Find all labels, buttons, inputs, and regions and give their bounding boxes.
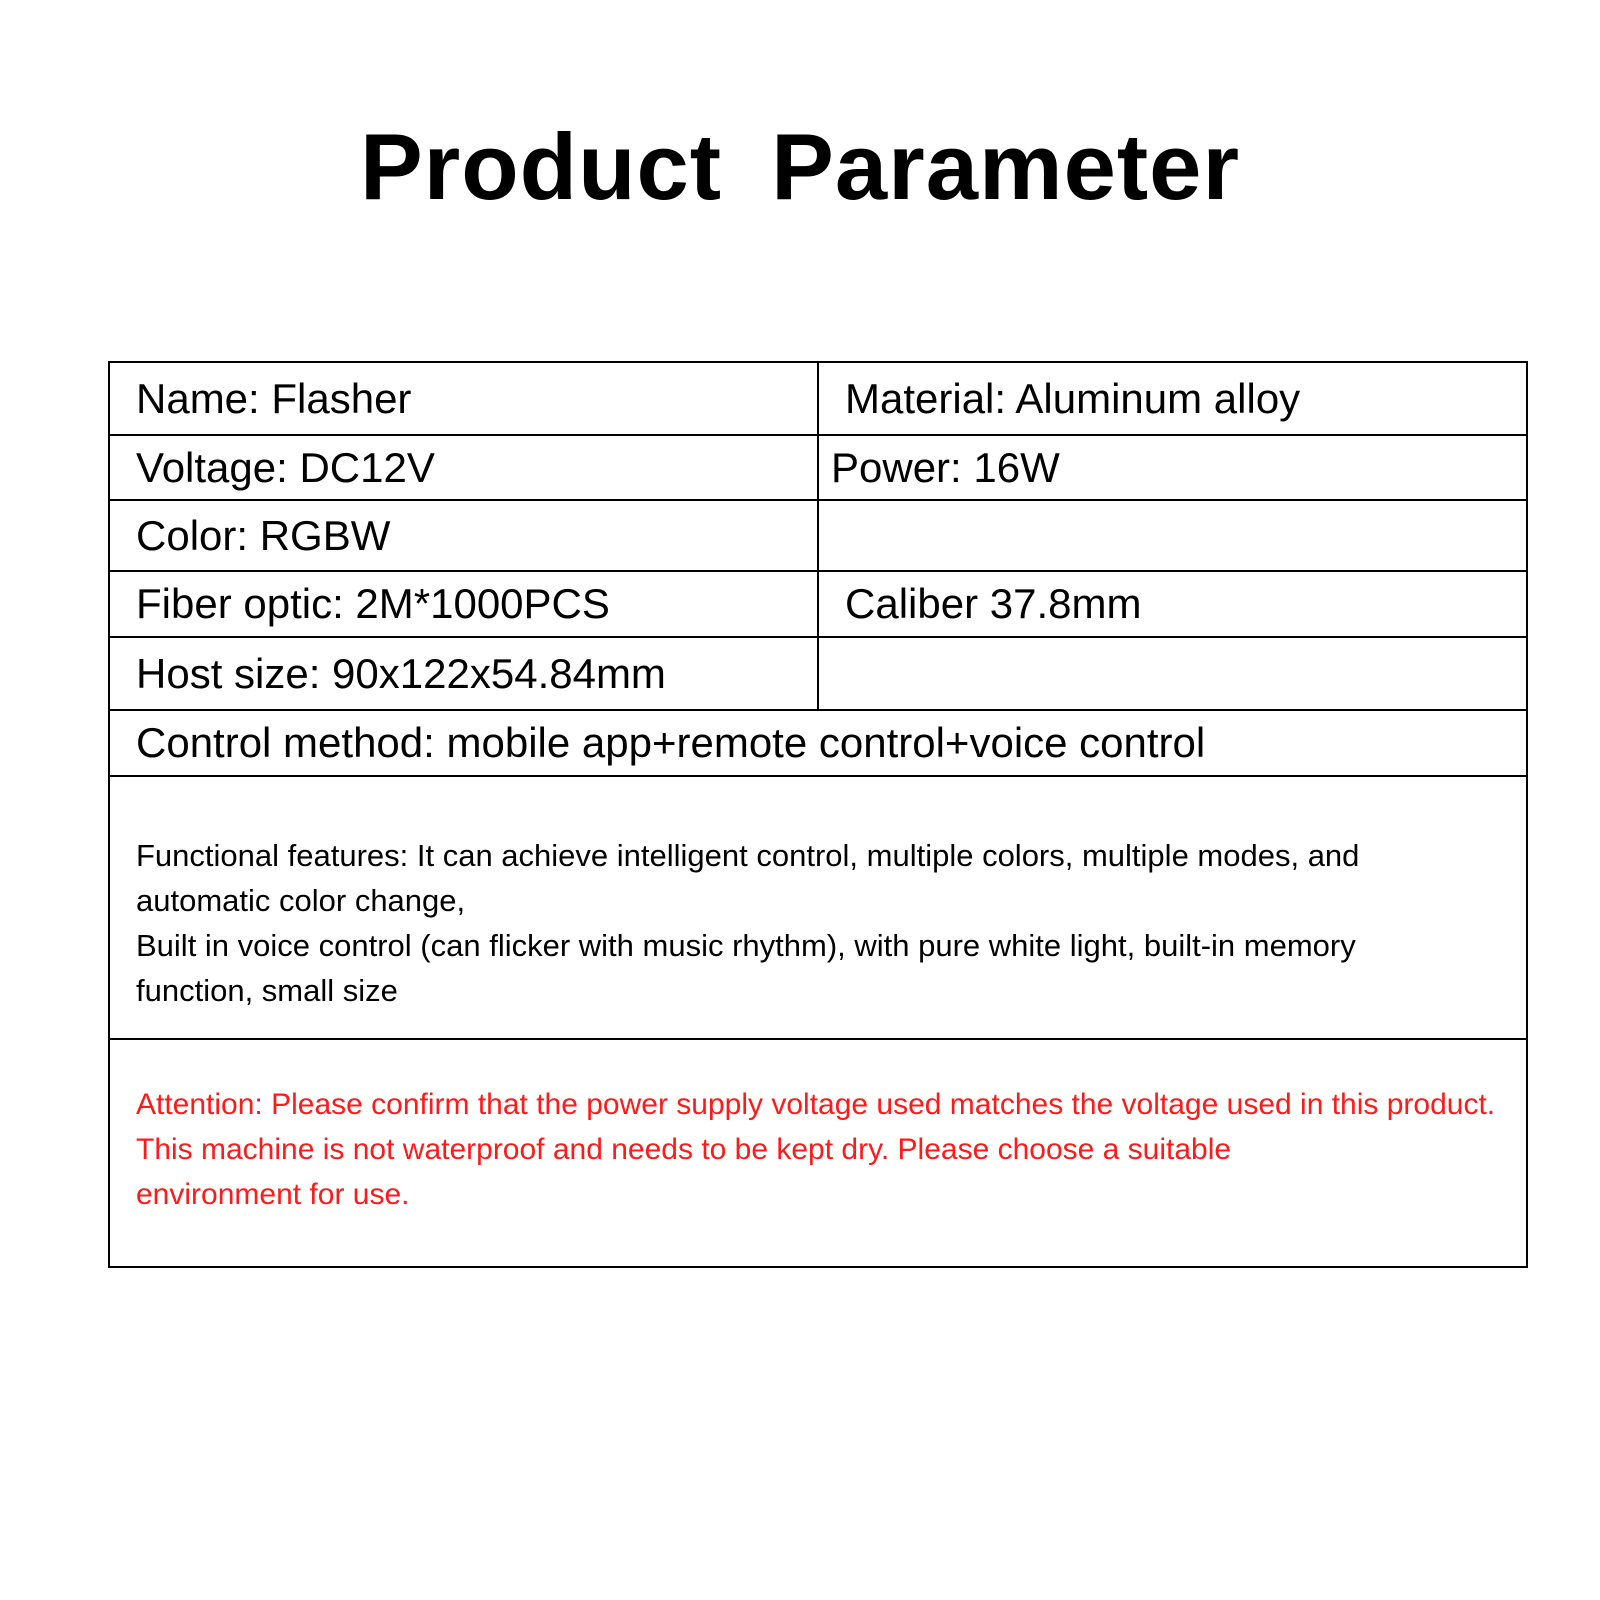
attention-line: This machine is not waterproof and needs to be kept dry. Please choose a suitable bbox=[136, 1133, 1232, 1166]
features-line: Functional features: It can achieve intelligent control, multiple colors, multiple modes, and bbox=[136, 838, 1360, 873]
param-cell-empty-1 bbox=[818, 500, 1527, 571]
param-cell-empty-2 bbox=[818, 637, 1527, 710]
param-caliber: Caliber 37.8mm bbox=[845, 580, 1142, 627]
param-cell-caliber bbox=[818, 571, 1527, 637]
param-material: Material: Aluminum alloy bbox=[845, 374, 1301, 422]
attention-line: environment for use. bbox=[136, 1178, 410, 1211]
table-row bbox=[109, 500, 1527, 571]
table-row bbox=[109, 710, 1527, 776]
param-cell-name bbox=[109, 362, 818, 435]
table-row bbox=[109, 776, 1527, 1039]
param-cell-fiber bbox=[109, 571, 818, 637]
param-fiber: Fiber optic: 2M*1000PCS bbox=[136, 580, 610, 627]
features-text bbox=[110, 777, 1526, 1013]
param-cell-color bbox=[109, 500, 818, 571]
page-title: Product Parameter bbox=[359, 114, 1241, 219]
table-row bbox=[109, 435, 1527, 500]
param-cell-host-size bbox=[109, 637, 818, 710]
features-line: Built in voice control (can flicker with music rhythm), with pure white light, built-in memory bbox=[136, 928, 1356, 963]
param-cell-material bbox=[818, 362, 1527, 435]
param-cell-voltage bbox=[109, 435, 818, 500]
param-host-size: Host size: 90x122x54.84mm bbox=[136, 649, 666, 697]
table-row bbox=[109, 571, 1527, 637]
param-voltage: Voltage: DC12V bbox=[136, 443, 435, 491]
table-row bbox=[109, 1039, 1527, 1267]
param-control: Control method: mobile app+remote control+voice control bbox=[136, 719, 1206, 766]
param-cell-power bbox=[818, 435, 1527, 500]
table-row bbox=[109, 362, 1527, 435]
features-cell bbox=[109, 776, 1527, 1039]
param-power: Power: 16W bbox=[831, 443, 1060, 491]
param-cell-control bbox=[109, 710, 1527, 776]
table-row bbox=[109, 637, 1527, 710]
attention-text bbox=[110, 1040, 1526, 1217]
param-color: Color: RGBW bbox=[136, 511, 391, 559]
features-line: automatic color change, bbox=[136, 883, 466, 918]
attention-cell bbox=[109, 1039, 1527, 1267]
features-line: function, small size bbox=[136, 973, 398, 1008]
param-name: Name: Flasher bbox=[136, 374, 412, 422]
parameter-table bbox=[108, 361, 1528, 1268]
attention-line: Attention: Please confirm that the power supply voltage used matches the voltage used in this product. bbox=[136, 1088, 1496, 1121]
